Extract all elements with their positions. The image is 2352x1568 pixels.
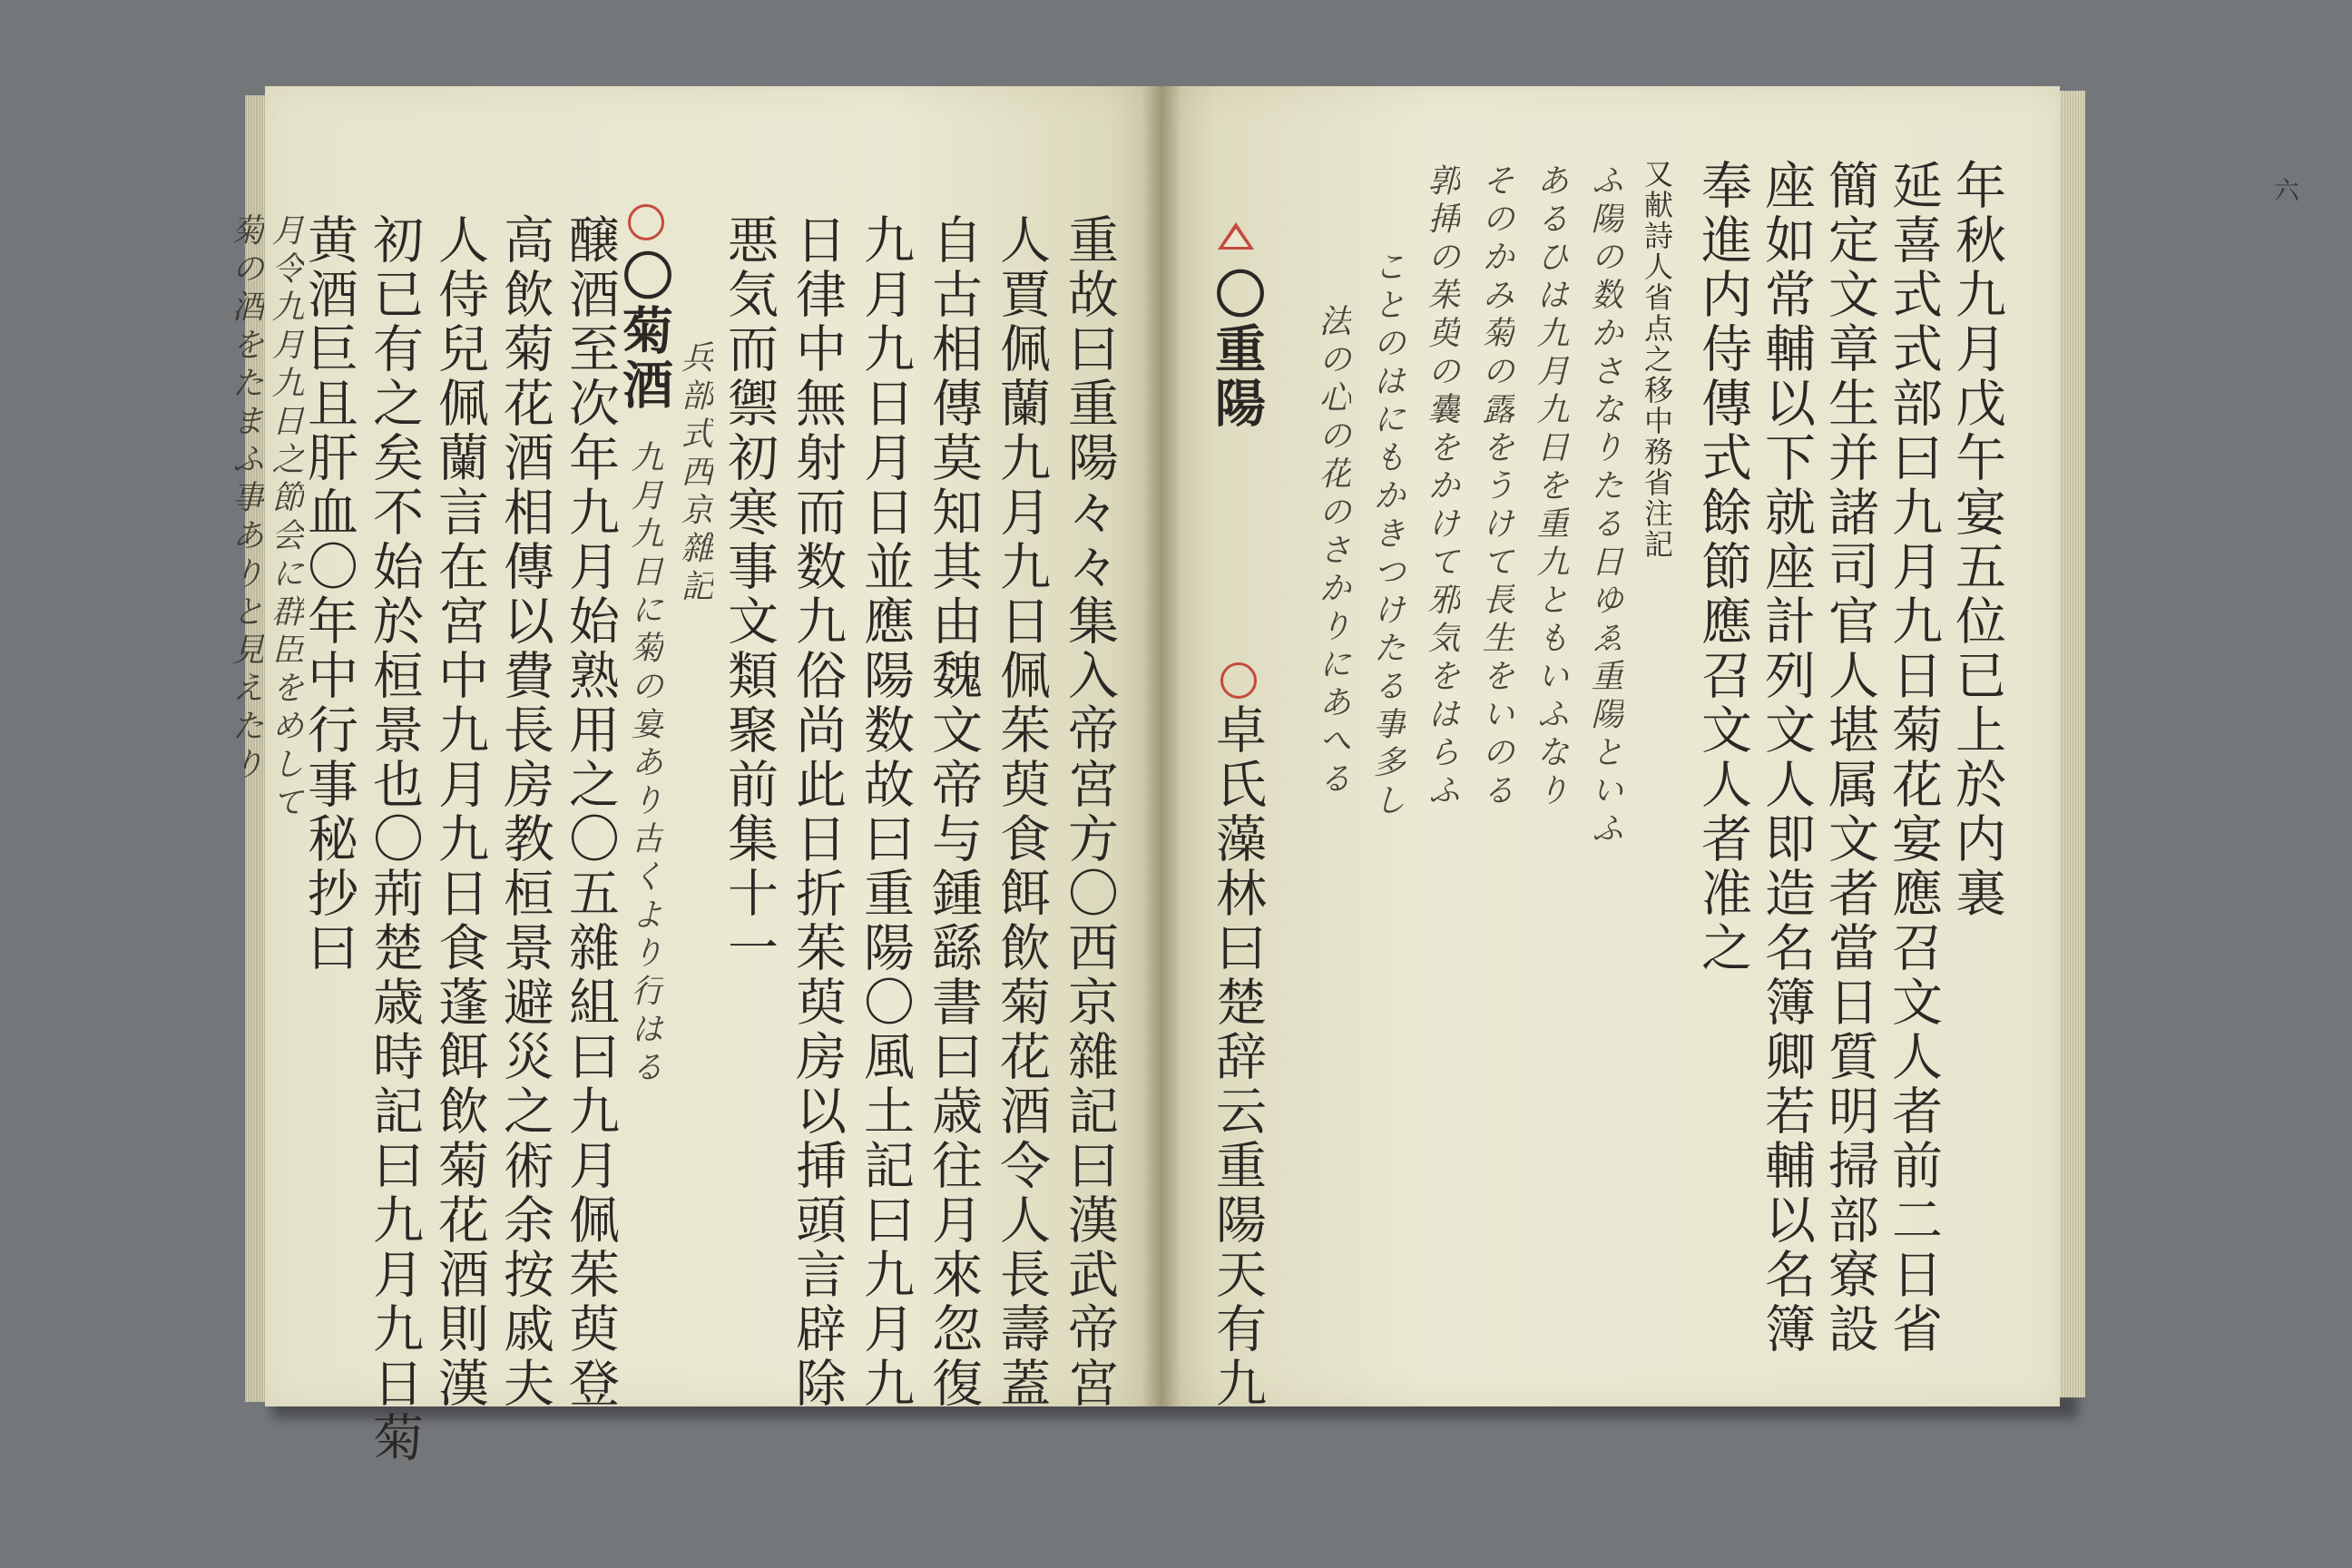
right-page-column-1: 年秋九月戊午宴五位已上於内裏 (1947, 159, 2006, 921)
right-page-column-4: 座如常輔以下就座計列文人即造名簿卿若輔以名簿 (1757, 159, 1816, 1357)
right-page-cursive-3: そのかみ菊の露をうけて長生をいのる (1477, 163, 1514, 811)
right-page-column-7: 卓氏藻林曰楚辞云重陽天有九 (1208, 703, 1267, 1411)
left-page-cursive-1: 兵部式西京雜記 (676, 340, 713, 607)
left-page-column-6: 悪気而禦初寒事文類聚前集十一 (720, 213, 779, 975)
left-page-heading-kikushu: 〇菊酒 (614, 250, 674, 413)
right-page-cursive-4: 郭挿の茱萸の囊をかけて邪気をはらふ (1423, 163, 1460, 811)
left-page-cursive-2: 九月九日に菊の宴あり古くより行はる (626, 440, 663, 1088)
left-page (227, 86, 1161, 1465)
left-page-column-2: 人賈佩蘭九月九日佩茱萸食餌飲菊花酒令人長壽蓋 (992, 213, 1051, 1411)
folio-number: 六 (2270, 177, 2300, 202)
right-page-cursive-2: あるひは九月九日を重九ともいふなり (1532, 163, 1569, 811)
right-page-column-6: 又献詩人省点之移中務省注記 (1640, 159, 1674, 560)
left-page-column-3: 自古相傳莫知其由魏文帝与鍾繇書曰歳往月來忽復 (924, 213, 983, 1411)
right-page (1161, 86, 2060, 1411)
right-page-heading-choyo: 〇重陽 (1207, 268, 1267, 431)
left-page-column-10: 初已有之矣不始於桓景也〇荊楚歳時記曰九月九日菊 (365, 213, 424, 1465)
right-page-cursive-6: 法の心の花のさかりにあへる (1314, 304, 1351, 799)
left-page-cursive-3: 月令九月九日之節会に群臣をめして (267, 213, 304, 823)
book-gutter (1142, 86, 1181, 1406)
left-page-column-9: 人侍兒佩蘭言在宮中九月九日食蓬餌飲菊花酒則漢 (430, 213, 489, 1411)
right-page-column-2: 延喜式式部曰九月九日菊花宴應召文人者前二日省 (1884, 159, 1943, 1357)
right-page-cursive-5: ことのはにもかきつけたる事多し (1368, 250, 1406, 821)
right-page-column-3: 簡定文章生并諸司官人堪属文者當日質明掃部寮設 (1820, 159, 1879, 1357)
right-page-edges (2060, 91, 2085, 1397)
right-page-column-5: 奉進内侍傳式餘節應召文人者准之 (1693, 159, 1752, 975)
left-page-red-circle-mark (628, 204, 664, 240)
right-page-red-triangle-mark (1218, 222, 1254, 250)
right-page-cursive-1: ふ陽の数かさなりたる日ゆゑ重陽といふ (1586, 163, 1623, 849)
left-page-column-5: 日律中無射而数九俗尚此日折茱萸房以挿頭言辟除 (788, 213, 847, 1411)
left-page-cursive-4: 菊の酒をたまふ事ありと見えたり (227, 213, 264, 785)
left-page-column-8: 高飲菊花酒相傳以費長房教桓景避災之術余按戚夫 (495, 213, 554, 1411)
left-page-column-1: 重故曰重陽々々集入帝宮方〇西京雜記曰漢武帝宮 (1060, 213, 1119, 1411)
open-book (227, 86, 2300, 1465)
left-page-column-11: 黄酒巨且肝血〇年中行事秘抄曰 (299, 213, 358, 975)
left-page-column-7: 醸酒至次年九月始熟用之〇五雜組曰九月佩茱萸登 (561, 213, 620, 1411)
left-page-column-4: 九月九日月日並應陽数故曰重陽〇風土記曰九月九 (856, 213, 915, 1411)
right-page-red-circle-mark (1220, 662, 1257, 699)
